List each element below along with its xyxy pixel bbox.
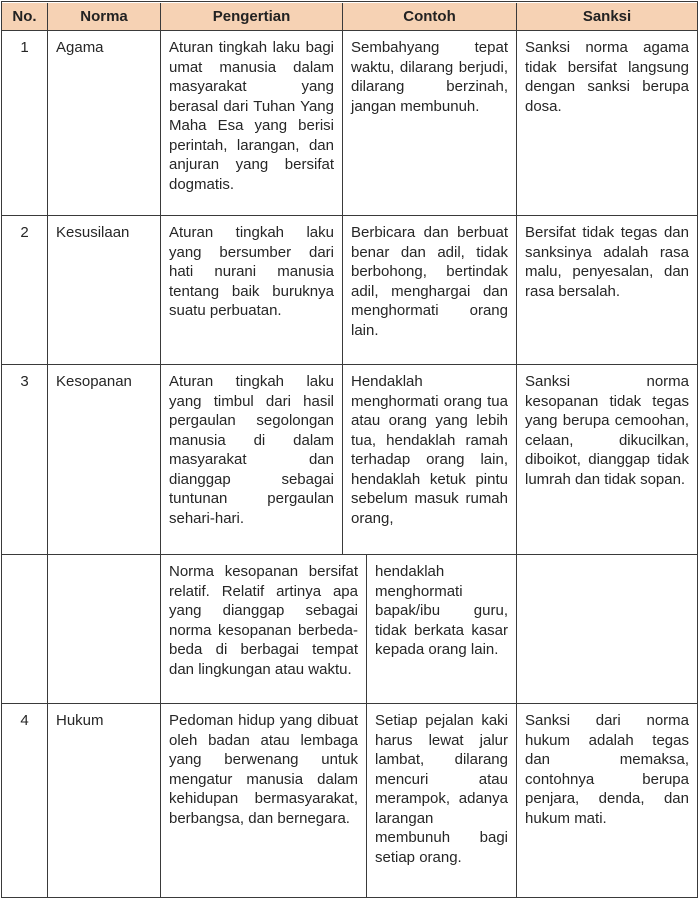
row3b-contoh: hendaklah menghormati bapak/ibu guru, tidak berkata kasar kepada orang lain. — [367, 555, 517, 704]
row1-contoh: Sembahyang tepat waktu, dilarang berjudi, dilarang berzinah, jangan membunuh. — [343, 31, 517, 216]
row2-norma: Kesusilaan — [48, 216, 161, 365]
row4-contoh: Setiap pejalan kaki harus lewat jalur lambat, dilarang mencuri atau merampok, adanya larangan membunuh bagi setiap orang. — [367, 704, 517, 897]
row2-contoh: Berbicara dan berbuat benar dan adil, tidak berbohong, bertindak adil, menghargai dan menghormati orang lain. — [343, 216, 517, 365]
header-pengertian: Pengertian — [161, 3, 343, 31]
row3-pengertian: Aturan tingkah laku yang timbul dari hasil pergaulan segolongan manusia di dalam masyarakat dan dianggap sebagai tuntunan pergaulan sehari-hari. — [161, 365, 343, 555]
row2-no: 2 — [2, 216, 48, 365]
header-contoh: Contoh — [343, 3, 517, 31]
row4-no: 4 — [2, 704, 48, 897]
row4-sanksi: Sanksi dari norma hukum adalah tegas dan memaksa, contohnya berupa penjara, denda, dan hukum mati. — [525, 712, 689, 827]
row2-sanksi: Bersifat tidak tegas dan sanksinya adalah rasa malu, penyesalan, dan rasa bersalah. — [517, 216, 697, 365]
row1-no: 1 — [2, 31, 48, 216]
row3b-no — [2, 555, 48, 704]
row3b-norma — [48, 555, 161, 704]
row3-no: 3 — [2, 365, 48, 555]
row1-pengertian: Aturan tingkah laku bagi umat manusia dalam masyarakat yang berasal dari Tuhan Yang Maha Esa yang berisi perintah, larangan, dan anjuran yang bersifat dogmatis. — [161, 31, 343, 216]
row3-contoh: Hendaklah menghormati orang tua atau orang yang lebih tua, hendaklah ramah terhadap orang lain, hendaklah ketuk pintu sebelum masuk rumah orang, — [343, 365, 517, 555]
row3-norma: Kesopanan — [48, 365, 161, 555]
header-norma: Norma — [48, 3, 161, 31]
row3b-pengertian: Norma kesopanan bersifat relatif. Relatif artinya apa yang dianggap sebagai norma kesopanan berbeda-beda di berbagai tempat dan lingkungan atau waktu. — [161, 555, 367, 704]
row1-norma: Agama — [48, 31, 161, 216]
row1-sanksi: Sanksi norma agama tidak bersifat langsung dengan sanksi berupa dosa. — [517, 31, 697, 216]
row3-sanksi: Sanksi norma kesopanan tidak tegas yang berupa cemoohan, celaan, dikucilkan, diboikot, dianggap tidak lumrah dan tidak sopan. — [517, 365, 697, 555]
header-sanksi: Sanksi — [517, 3, 697, 31]
norma-table — [1, 1, 698, 898]
row2-pengertian: Aturan tingkah laku yang bersumber dari hati nurani manusia tentang baik buruknya suatu perbuatan. — [161, 216, 343, 365]
row4-pengertian: Pedoman hidup yang dibuat oleh badan atau lembaga yang berwenang untuk mengatur manusia dalam kehidupan bermasyarakat, berbangsa, dan bernegara. — [161, 704, 367, 897]
header-no: No. — [2, 3, 48, 31]
row3b-sanksi — [517, 555, 697, 704]
row4-norma: Hukum — [48, 704, 161, 897]
